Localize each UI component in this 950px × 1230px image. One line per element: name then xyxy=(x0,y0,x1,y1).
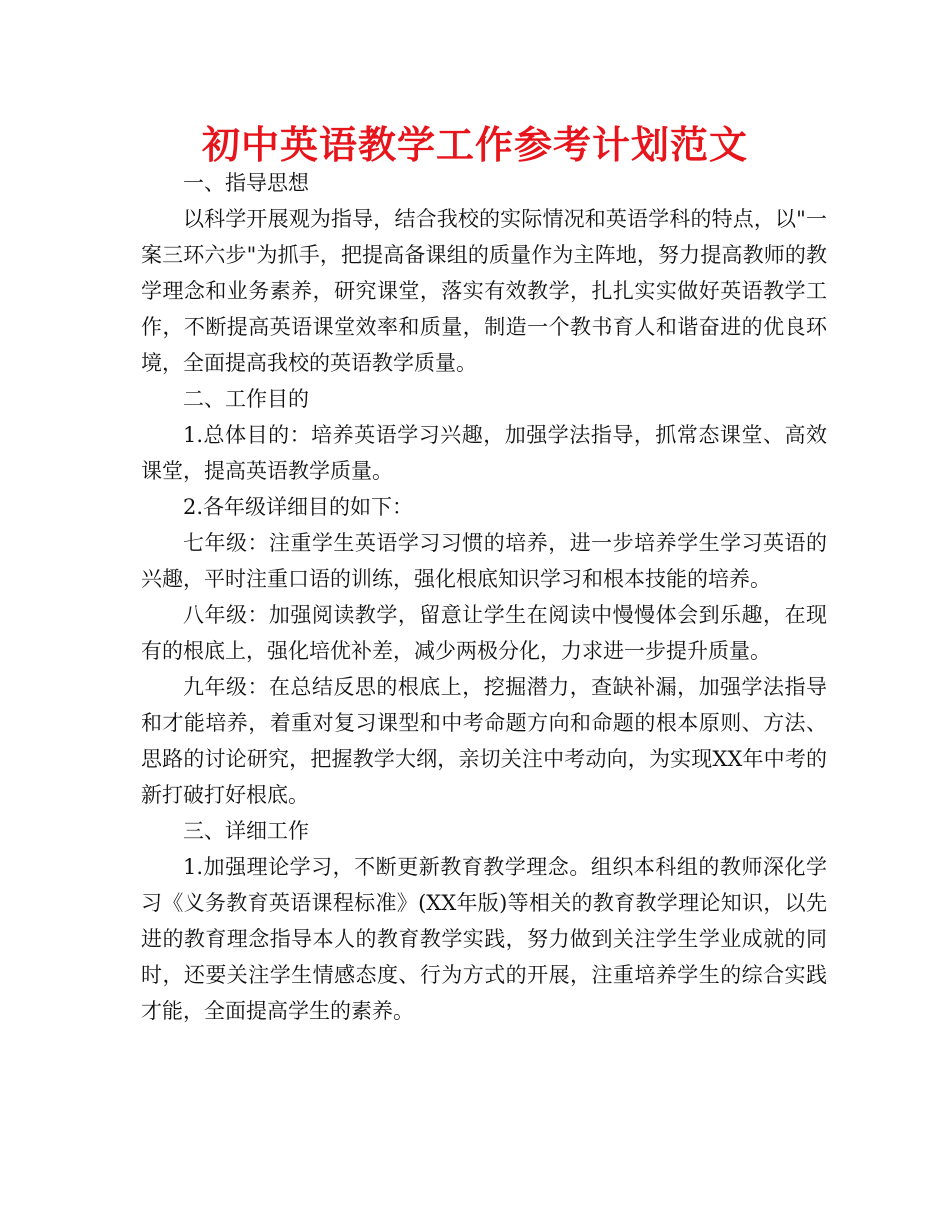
paragraph-theory-study: 1.加强理论学习，不断更新教育教学理念。组织本科组的教师深化学习《义务教育英语课程标准》(XX年版)等相关的教育教学理论知识，以先进的教育理念指导本人的教育教学实践，努力做到关注学生学业成就的同时，还要关注学生情感态度、行为方式的开展，注重培养学生的综合实践才能，全面提高学生的素养。 xyxy=(141,855,827,1023)
paragraph-overall-goal: 1.总体目的：培养英语学习兴趣，加强学法指导，抓常态课堂、高效课堂，提高英语教学质量。 xyxy=(141,423,827,483)
paragraph-grade-eight: 八年级：加强阅读教学，留意让学生在阅读中慢慢体会到乐趣，在现有的根底上，强化培优补差，减少两极分化，力求进一步提升质量。 xyxy=(141,603,827,663)
heading-work-goals: 二、工作目的 xyxy=(183,387,309,411)
paragraph-grade-seven: 七年级：注重学生英语学习习惯的培养，进一步培养学生学习英语的兴趣，平时注重口语的训练，强化根底知识学习和根本技能的培养。 xyxy=(141,531,827,591)
heading-guiding-ideology: 一、指导思想 xyxy=(183,171,309,195)
heading-specific-work: 三、详细工作 xyxy=(183,819,309,843)
document-title: 初中英语教学工作参考计划范文 xyxy=(201,123,748,167)
paragraph-grade-goals-intro: 2.各年级详细目的如下： xyxy=(183,495,414,519)
paragraph-guiding-ideology: 以科学开展观为指导，结合我校的实际情况和英语学科的特点，以"一案三环六步"为抓手，把提高备课组的质量作为主阵地，努力提高教师的教学理念和业务素养，研究课堂，落实有效教学，扎扎实实做好英语教学工作，不断提高英语课堂效率和质量，制造一个教书育人和谐奋进的优良环境，全面提高我校的英语教学质量。 xyxy=(141,207,827,375)
paragraph-grade-nine: 九年级：在总结反思的根底上，挖掘潜力，查缺补漏，加强学法指导和才能培养，着重对复习课型和中考命题方向和命题的根本原则、方法、思路的讨论研究，把握教学大纲，亲切关注中考动向，为实现XX年中考的新打破打好根底。 xyxy=(141,675,827,807)
document-body xyxy=(141,165,827,1029)
